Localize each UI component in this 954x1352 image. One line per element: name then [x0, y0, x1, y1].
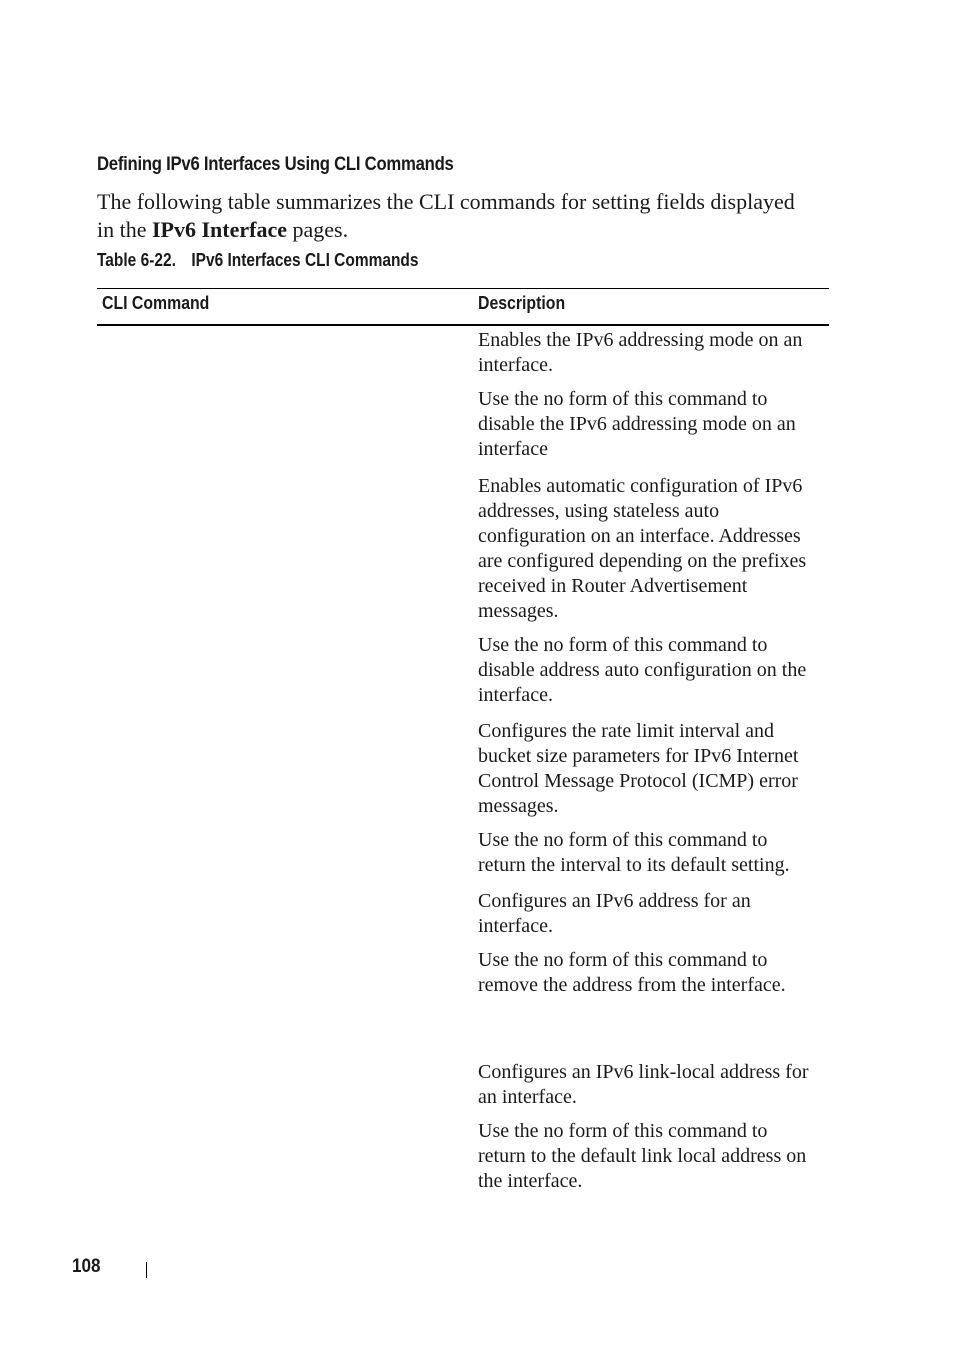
description-paragraph: [478, 633, 828, 708]
intro-bold-term: IPv6 Interface: [152, 217, 288, 242]
description-line: disable address auto configuration on the: [478, 659, 807, 681]
description-paragraph: [478, 828, 828, 878]
description-paragraph: [478, 889, 828, 939]
intro-paragraph: [97, 188, 797, 244]
description-line: Enables automatic configuration of IPv6: [478, 475, 803, 497]
description-paragraph: [478, 948, 828, 998]
description-line: Configures an IPv6 address for an: [478, 890, 751, 912]
description-line: interface.: [478, 915, 553, 937]
description-line: interface.: [478, 354, 553, 376]
description-paragraph: [478, 719, 828, 819]
table-caption: [97, 250, 418, 271]
description-line: disable the IPv6 addressing mode on an: [478, 413, 796, 435]
description-line: Control Message Protocol (ICMP) error: [478, 770, 798, 792]
description-paragraph: [478, 474, 828, 624]
description-line: messages.: [478, 795, 559, 817]
page-number: 108: [72, 1256, 101, 1277]
description-line: return the interval to its default setting.: [478, 854, 790, 876]
intro-text: The following table summarizes the CLI commands for setting fields displayed in the: [97, 189, 795, 242]
intro-text-end: pages.: [287, 217, 349, 242]
description-line: Configures an IPv6 link-local address for: [478, 1061, 809, 1083]
description-paragraph: [478, 1060, 828, 1110]
description-paragraph: [478, 387, 828, 462]
description-line: Use the no form of this command to: [478, 949, 768, 971]
description-paragraph: [478, 328, 828, 378]
description-line: interface: [478, 438, 548, 460]
description-line: remove the address from the interface.: [478, 974, 786, 996]
description-line: received in Router Advertisement: [478, 575, 748, 597]
description-line: Configures the rate limit interval and: [478, 720, 775, 742]
column-header-description: Description: [478, 293, 566, 313]
column-header-command: CLI Command: [102, 293, 210, 313]
description-line: Use the no form of this command to: [478, 829, 768, 851]
footer-divider: [146, 1262, 147, 1278]
description-line: interface.: [478, 684, 553, 706]
description-line: Use the no form of this command to: [478, 1120, 768, 1142]
table-caption-title: IPv6 Interfaces CLI Commands: [191, 250, 419, 270]
description-line: Use the no form of this command to: [478, 388, 768, 410]
description-line: configuration on an interface. Addresses: [478, 525, 801, 547]
description-line: messages.: [478, 600, 559, 622]
description-line: return to the default link local address on: [478, 1145, 807, 1167]
description-line: addresses, using stateless auto: [478, 500, 720, 522]
table-caption-number: Table 6-22.: [97, 250, 176, 270]
description-line: bucket size parameters for IPv6 Internet: [478, 745, 799, 767]
description-line: the interface.: [478, 1170, 583, 1192]
description-line: Enables the IPv6 addressing mode on an: [478, 329, 803, 351]
section-heading: Defining IPv6 Interfaces Using CLI Commands: [97, 154, 454, 175]
description-line: are configured depending on the prefixes: [478, 550, 807, 572]
description-line: an interface.: [478, 1086, 577, 1108]
description-paragraph: [478, 1119, 828, 1194]
table-top-rule: [97, 288, 829, 289]
description-line: Use the no form of this command to: [478, 634, 768, 656]
table-header-rule: [97, 324, 829, 326]
